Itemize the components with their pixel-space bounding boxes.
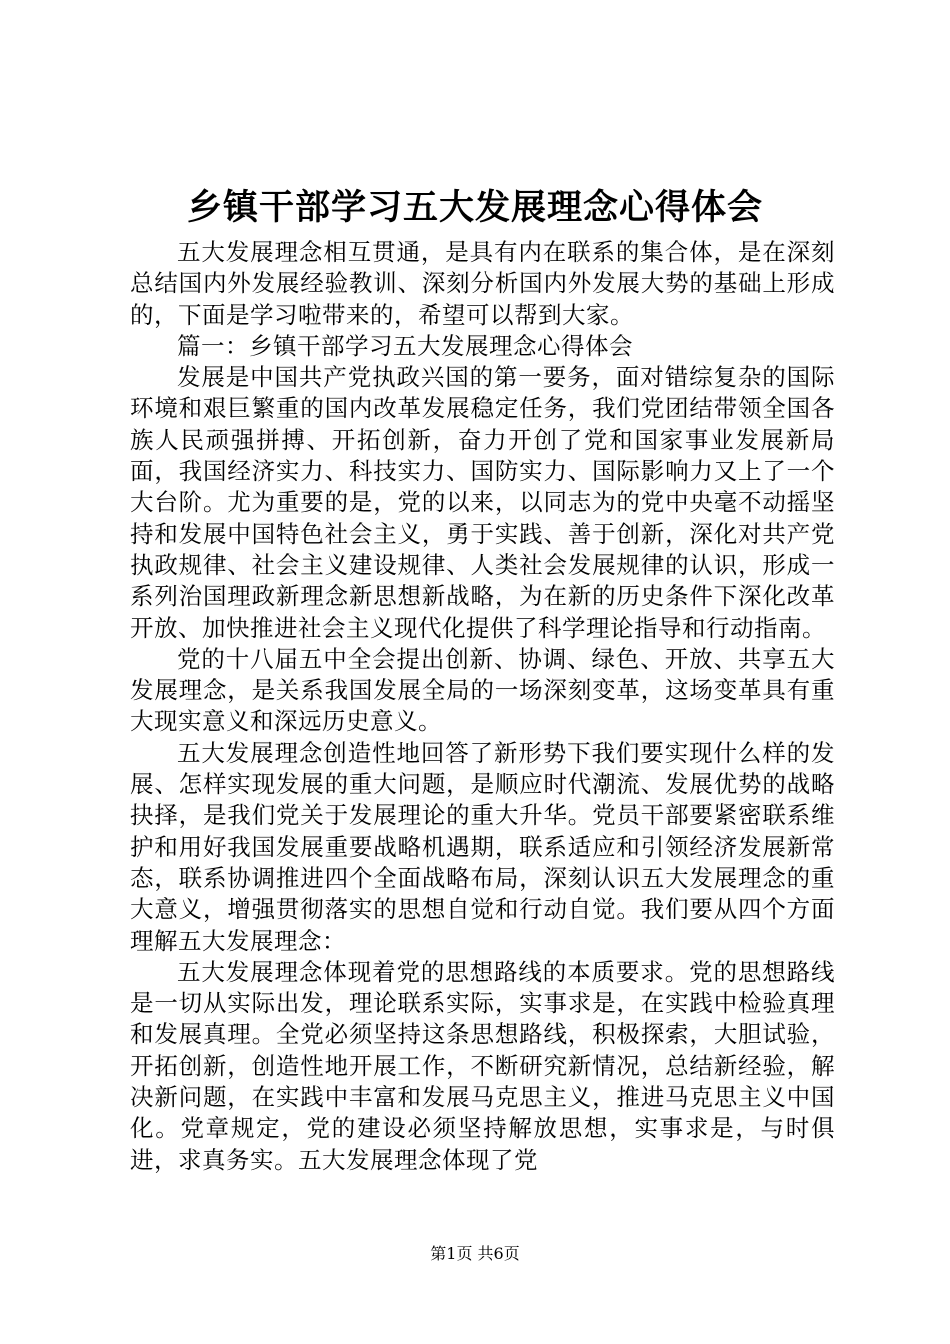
paragraph: 五大发展理念体现着党的思想路线的本质要求。党的思想路线是一切从实际出发，理论联系实际，实事求是，在实践中检验真理和发展真理。全党必须坚持这条思想路线，积极探索，大胆试验，开拓创新，创造性地开展工作，不断研究新情况，总结新经验，解决新问题，在实践中丰富和发展马克思主义，推进马克思主义中国化。党章规定，党的建设必须坚持解放思想，实事求是，与时俱进，求真务实。五大发展理念体现了党: [130, 957, 835, 1174]
paragraph: 党的十八届五中全会提出创新、协调、绿色、开放、共享五大发展理念，是关系我国发展全局的一场深刻变革，这场变革具有重大现实意义和深远历史意义。: [130, 644, 835, 736]
paragraph: 五大发展理念创造性地回答了新形势下我们要实现什么样的发展、怎样实现发展的重大问题，是顺应时代潮流、发展优势的战略抉择，是我们党关于发展理论的重大升华。党员干部要紧密联系维护和用好我国发展重要战略机遇期，联系适应和引领经济发展新常态，联系协调推进四个全面战略布局，深刻认识五大发展理念的重大意义，增强贯彻落实的思想自觉和行动自觉。我们要从四个方面理解五大发展理念：: [130, 738, 835, 955]
section-heading: 篇一：乡镇干部学习五大发展理念心得体会: [177, 331, 633, 360]
page-number-footer: 第1页 共6页: [430, 1244, 520, 1263]
document-body: [130, 237, 835, 1176]
paragraph: 发展是中国共产党执政兴国的第一要务，面对错综复杂的国际环境和艰巨繁重的国内改革发展稳定任务，我们党团结带领全国各族人民顽强拼搏、开拓创新，奋力开创了党和国家事业发展新局面，我国经济实力、科技实力、国防实力、国际影响力又上了一个大台阶。尤为重要的是，党的以来，以同志为的党中央毫不动摇坚持和发展中国特色社会主义，勇于实践、善于创新，深化对共产党执政规律、社会主义建设规律、人类社会发展规律的认识，形成一系列治国理政新理念新思想新战略，为在新的历史条件下深化改革开放、加快推进社会主义现代化提供了科学理论指导和行动指南。: [130, 363, 835, 642]
paragraph-intro: 五大发展理念相互贯通，是具有内在联系的集合体，是在深刻总结国内外发展经验教训、深刻分析国内外发展大势的基础上形成的，下面是学习啦带来的，希望可以帮到大家。: [130, 238, 835, 329]
document-title: 乡镇干部学习五大发展理念心得体会: [186, 187, 763, 228]
